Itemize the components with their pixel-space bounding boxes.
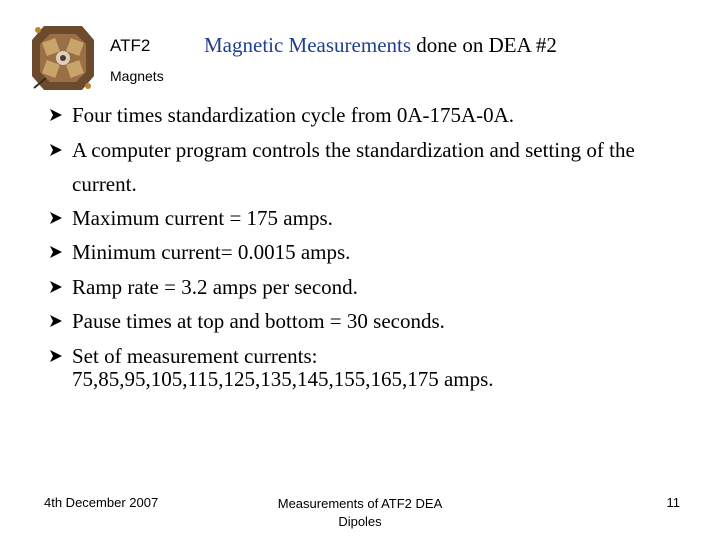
org-label: ATF2 <box>110 36 151 55</box>
footer-title-line2: Dipoles <box>338 514 382 529</box>
bullet-list <box>48 98 698 373</box>
arrow-bullet-icon <box>48 235 64 269</box>
bullet-text: Minimum current= 0.0015 amps. <box>72 240 351 264</box>
slide-title-rest: done on DEA #2 <box>411 33 557 57</box>
page-number: 11 <box>666 495 680 510</box>
bullet-text: Set of measurement currents: <box>72 343 318 368</box>
bullet-text: Pause times at top and bottom = 30 seconds. <box>72 309 445 333</box>
bullet-item <box>48 304 698 339</box>
measurement-currents-list: 75,85,95,105,115,125,135,145,155,165,175 amps. <box>72 367 494 391</box>
arrow-bullet-icon <box>48 201 64 235</box>
section-label: Magnets <box>110 68 164 84</box>
bullet-item <box>48 270 698 305</box>
slide-title-highlight: Magnetic Measurements <box>204 33 412 57</box>
arrow-bullet-icon <box>48 304 64 338</box>
bullet-text: A computer program controls the standardization and setting of the current. <box>72 137 635 196</box>
footer-title <box>255 495 465 531</box>
footer-title-line1: Measurements of ATF2 DEA <box>277 496 443 511</box>
magnet-photo-icon <box>30 22 96 92</box>
bullet-text: Ramp rate = 3.2 amps per second. <box>72 274 358 299</box>
slide-title <box>204 33 557 58</box>
bullet-item <box>48 201 698 236</box>
bullet-item <box>48 98 698 133</box>
arrow-bullet-icon <box>48 98 64 132</box>
footer-date: 4th December 2007 <box>44 495 159 510</box>
bullet-text: Four times standardization cycle from 0A-175A-0A. <box>72 103 515 127</box>
bullet-item <box>48 133 698 201</box>
bullet-item <box>48 235 698 270</box>
arrow-bullet-icon <box>48 133 64 167</box>
arrow-bullet-icon <box>48 270 64 304</box>
arrow-bullet-icon <box>48 339 64 373</box>
bullet-text: Maximum current = 175 amps. <box>72 205 333 230</box>
